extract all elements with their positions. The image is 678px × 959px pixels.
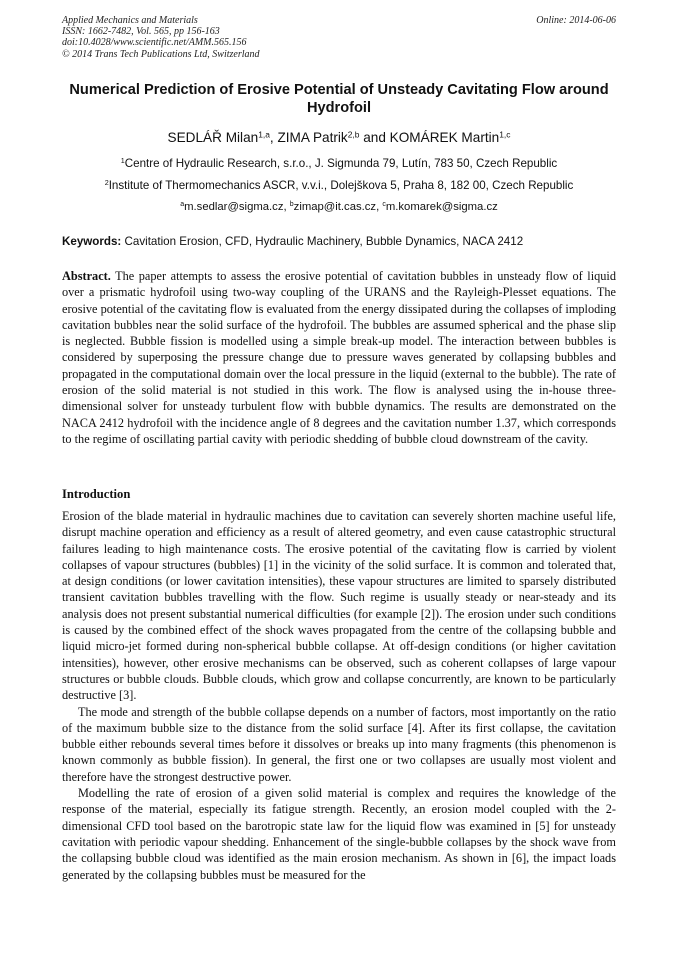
journal-name: Applied Mechanics and Materials — [62, 15, 198, 26]
abstract — [62, 268, 616, 447]
keywords-text: Cavitation Erosion, CFD, Hydraulic Machinery, Bubble Dynamics, NACA 2412 — [121, 235, 524, 248]
affiliation-2 — [62, 179, 616, 192]
author-affiliation-mark: 2,b — [347, 129, 360, 140]
journal-issn: ISSN: 1662-7482, Vol. 565, pp 156-163 — [62, 26, 220, 38]
online-date: Online: 2014-06-06 — [536, 15, 616, 26]
journal-doi: doi:10.4028/www.scientific.net/AMM.565.156 — [62, 37, 247, 49]
email-line — [62, 201, 616, 213]
author-affiliation-mark: 1,a — [258, 129, 270, 140]
email-address: m.komarek@sigma.cz — [385, 201, 498, 213]
paper-title: Numerical Prediction of Erosive Potential of Unsteady Cavitating Flow around Hydrofoil — [69, 82, 609, 116]
author-separator: , — [269, 130, 278, 145]
author-separator: and — [359, 130, 390, 145]
keywords-label: Keywords: — [62, 235, 122, 248]
author-name: ZIMA Patrik — [277, 130, 348, 145]
paragraph: The mode and strength of the bubble collapse depends on a number of factors, most importantly on the ratio of the maximum bubble size to the distance from the solid surface [4]. After its first collapse, the cavitation bubble either rebounds several times before it dissolves or breaks up into many fragments (this phenomenon is known commonly as bubble fission). In general, the first one or two collapses are usually most violent and therefore have the strongest destructive power. — [62, 704, 616, 784]
affiliation-mark: 2 — [104, 178, 109, 188]
email-address: zimap@it.cas.cz, — [293, 201, 383, 213]
abstract-label: Abstract. — [62, 269, 111, 283]
author-affiliation-mark: 1,c — [499, 129, 511, 140]
paragraph: Modelling the rate of erosion of a given solid material is complex and requires the knowledge of the response of the material, especially its fatigue strength. Recently, an erosion model coupled with the 2-dimensional CFD tool based on the barotropic state law for the liquid flow was examined in [5] for unsteady cavitation with periodic vapour shedding. Enhancement of the single-bubble collapses by the shock wave from the collapsing bubble cloud was identified as the main erosion mechanism. As shown in [6], the impact loads generated by the collapsing bubbles must be measured for the — [62, 786, 616, 882]
journal-header — [62, 15, 260, 60]
author-name: KOMÁREK Martin — [389, 130, 500, 145]
abstract-text: The paper attempts to assess the erosive potential of cavitation bubbles in unsteady flow of liquid over a prismatic hydrofoil using two-way coupling of the URANS and the Rayleigh-Plesset equations. The erosive potential of the cavitating flow is evaluated from the energy dissipated during the collapses of imploding cavitation bubbles near the solid surface of the hydrofoil. The bubbles are assumed spherical and the phase slip is neglected. Bubble fission is modelled using a simple break-up model. The interaction between bubbles is considered by superposing the pressure change due to pressure waves generated by collapsing bubbles and propagated in the computational domain over the local pressure in the liquid (external to the bubble). The rate of erosion of the solid material is not studied in this work. The flow is analysed using the in-house three-dimensional solver for unsteady turbulent flow with bubble dynamics. The results are demonstrated on the NACA 2412 hydrofoil with the incidence angle of 8 degrees and the cavitation number 1.37, which corresponds to the regime of oscillating partial cavity with periodic shedding of bubble cloud downstream of the cavity. — [62, 269, 616, 446]
affiliation-mark: 1 — [120, 156, 125, 166]
journal-copyright: © 2014 Trans Tech Publications Ltd, Switzerland — [62, 48, 260, 60]
author-name: SEDLÁŘ Milan — [167, 130, 259, 145]
introduction-body — [62, 508, 616, 883]
keywords — [62, 235, 616, 248]
section-heading-introduction: Introduction — [62, 487, 131, 501]
affiliation-text: Centre of Hydraulic Research, s.r.o., J. Sigmunda 79, Lutín, 783 50, Czech Republic — [124, 157, 558, 170]
email-mark: c — [382, 201, 386, 209]
affiliation-1 — [62, 157, 616, 170]
author-line — [62, 130, 616, 145]
email-mark: b — [289, 201, 294, 209]
email-address: m.sedlar@sigma.cz, — [184, 201, 290, 213]
email-mark: a — [180, 201, 185, 209]
paragraph: Erosion of the blade material in hydraulic machines due to cavitation can severely shorten machine useful life, disrupt machine operation and efficiency as a result of altered geometry, and even cause catastrophic structural failures leading to high maintenance costs. The erosive potential of the cavitating flow is carried by violent collapses of vapour structures (bubbles) [1] in the vicinity of the solid surface. It is common and tolerated that, at design conditions (or lower cavitation intensities), these vapour structures are limited to sparsely distributed transient cavitation bubbles travelling with the flow. Such regime is usually steady or near-steady and its analysis does not present substantial numerical difficulties (for example [2]). The erosion under such conditions is caused by the combined effect of the shock waves propagated from the centre of the collapsing bubble and liquid micro-jet formed during non-spherical bubble collapse. At off-design conditions (or higher cavitation intensities), however, other erosive mechanisms can be observed, such as coherent collapses of large vapour structures or bubble clouds. Bubble clouds, which grow and collapse concurrently, are known to be particularly destructive [3]. — [62, 509, 616, 703]
affiliation-text: Institute of Thermomechanics ASCR, v.v.i., Dolejškova 5, Praha 8, 182 00, Czech Republic — [108, 179, 574, 192]
